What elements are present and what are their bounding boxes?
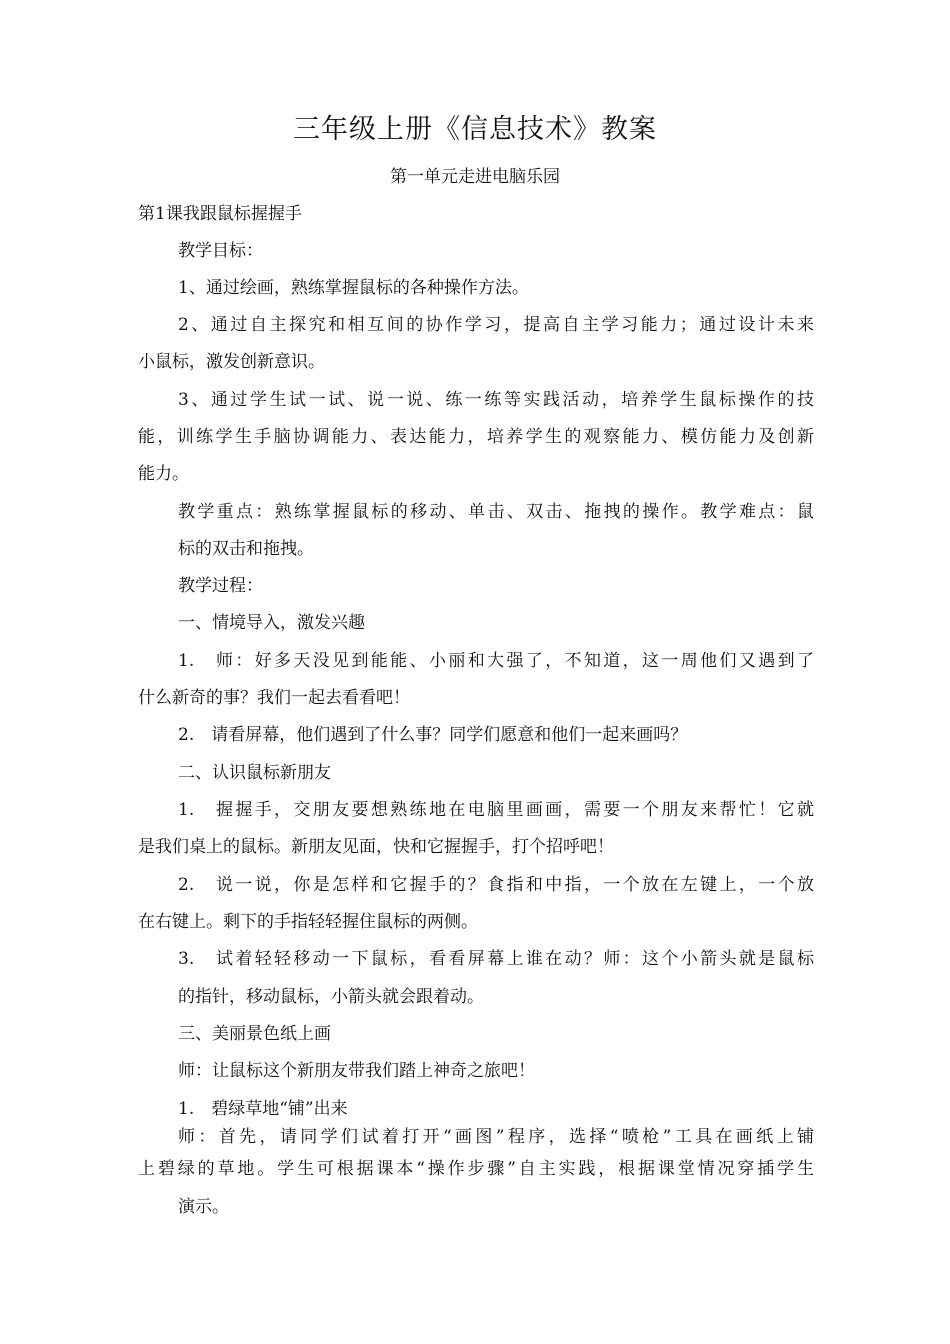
text-line: 是我们桌上的鼠标。新朋友见面，快和它握握手，打个招呼吧！ — [138, 837, 614, 857]
section-heading: 三、美丽景色纸上画 — [178, 1024, 331, 1044]
document-title: 三年级上册《信息技术》教案 — [293, 114, 657, 145]
heading-objectives: 教学目标： — [178, 241, 263, 261]
text-line: 能，训练学生手脑协调能力、表达能力，培养学生的观察能力、模仿能力及创新 — [138, 427, 814, 447]
section-heading: 一、情境导入，激发兴趣 — [178, 613, 365, 633]
text-line: 小鼠标，激发创新意识。 — [138, 352, 325, 372]
text-line: 的指针，移动鼠标，小箭头就会跟着动。 — [178, 987, 484, 1007]
text-line: 2、通过自主探究和相互间的协作学习，提高自主学习能力；通过设计未来 — [178, 315, 814, 335]
text-line: 3、通过学生试一试、说一说、练一练等实践活动，培养学生鼠标操作的技 — [178, 390, 814, 410]
text-line: 1. 握握手，交朋友要想熟练地在电脑里画画，需要一个朋友来帮忙！它就 — [178, 800, 814, 820]
lesson-title: 第1课我跟鼠标握握手 — [138, 204, 302, 224]
text-line: 3. 试着轻轻移动一下鼠标，看看屏幕上谁在动？师：这个小箭头就是鼠标 — [178, 949, 814, 969]
section-heading: 二、认识鼠标新朋友 — [178, 763, 331, 783]
text-line: 上碧绿的草地。学生可根据课本“操作步骤”自主实践，根据课堂情况穿插学生 — [138, 1159, 814, 1179]
text-line: 在右键上。剩下的手指轻轻握住鼠标的两侧。 — [138, 912, 478, 932]
text-line: 1. 师：好多天没见到能能、小丽和大强了，不知道，这一周他们又遇到了 — [178, 651, 814, 671]
text-line: 教学重点：熟练掌握鼠标的移动、单击、双击、拖拽的操作。教学难点：鼠 — [178, 502, 814, 522]
text-line: 演示。 — [178, 1197, 229, 1217]
unit-title: 第一单元走进电脑乐园 — [390, 167, 560, 187]
text-line: 标的双击和拖拽。 — [178, 539, 314, 559]
text-line: 师：首先，请同学们试着打开“画图”程序，选择“喷枪”工具在画纸上铺 — [178, 1127, 814, 1147]
text-line: 2. 请看屏幕，他们遇到了什么事？同学们愿意和他们一起来画吗？ — [178, 725, 688, 745]
subsection-heading: 1. 碧绿草地“铺”出来 — [178, 1099, 348, 1119]
text-line: 1、通过绘画，熟练掌握鼠标的各种操作方法。 — [178, 278, 529, 298]
text-line: 师：让鼠标这个新朋友带我们踏上神奇之旅吧！ — [178, 1061, 535, 1081]
heading-process: 教学过程： — [178, 576, 263, 596]
text-line: 2. 说一说，你是怎样和它握手的？食指和中指，一个放在左键上，一个放 — [178, 875, 814, 895]
text-line: 什么新奇的事？我们一起去看看吧！ — [138, 688, 410, 708]
text-line: 能力。 — [138, 464, 189, 484]
